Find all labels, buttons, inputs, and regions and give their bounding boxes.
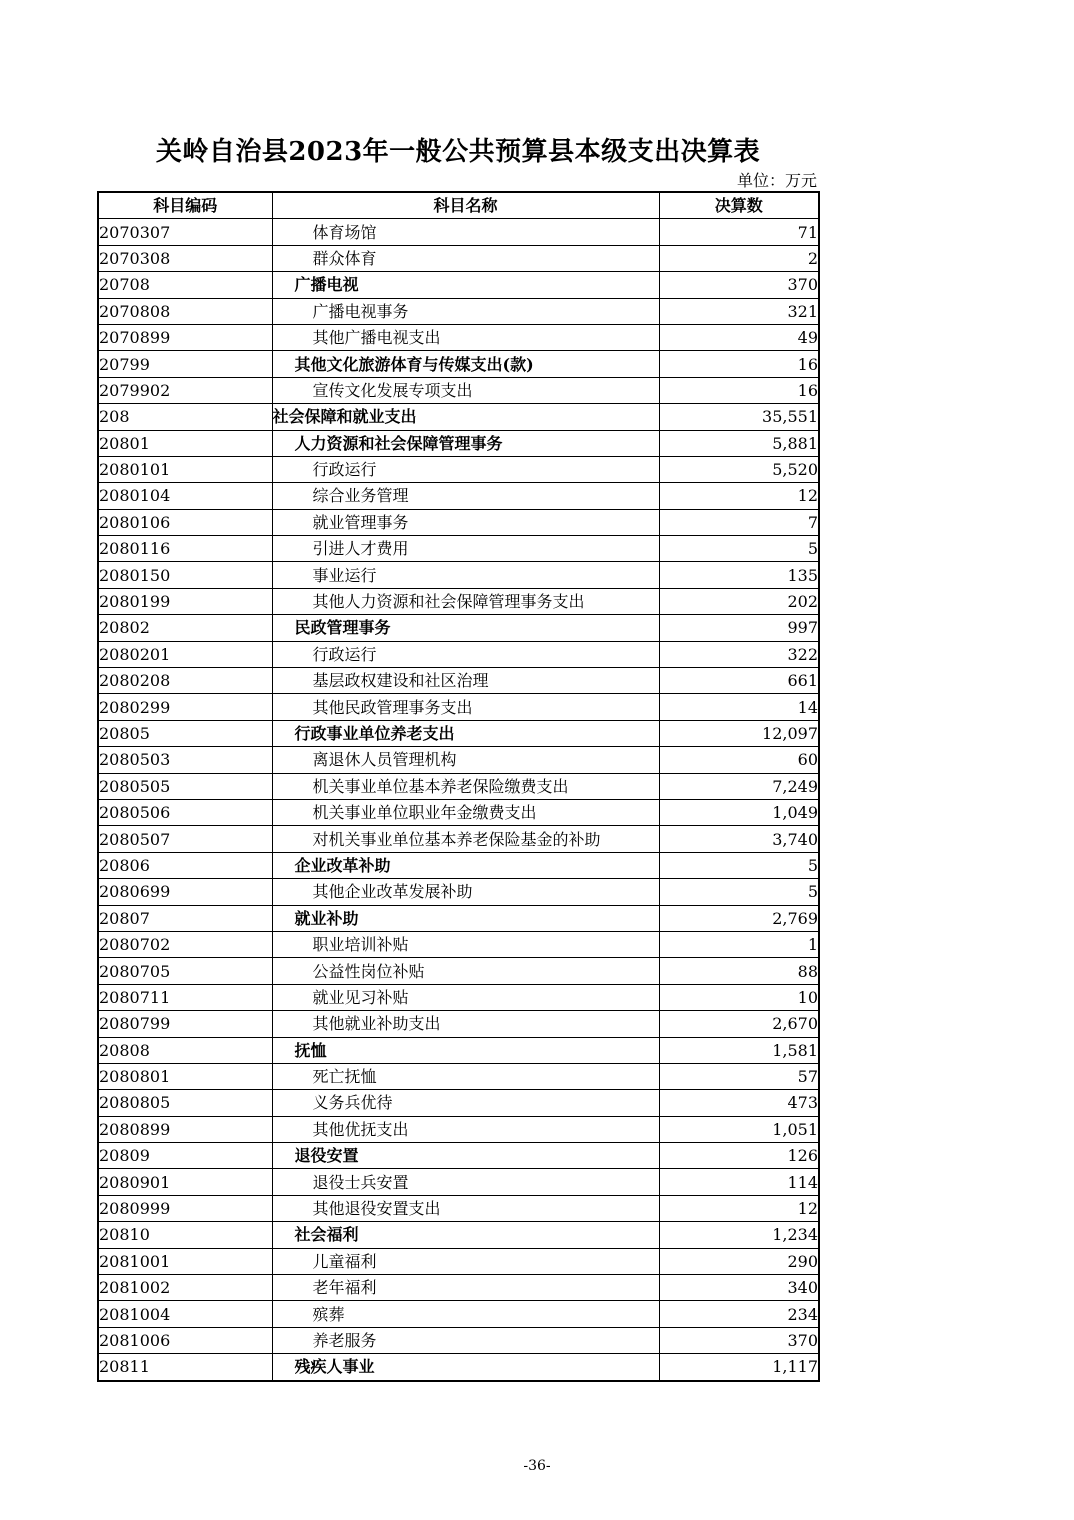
- row-name: 机关事业单位基本养老保险缴费支出: [272, 773, 659, 799]
- row-name: 就业补助: [272, 905, 659, 931]
- row-code: 2080705: [98, 958, 272, 984]
- table-row: [98, 984, 819, 1010]
- row-name: 残疾人事业: [272, 1354, 659, 1381]
- row-code: 20808: [98, 1037, 272, 1063]
- row-name: 离退休人员管理机构: [272, 747, 659, 773]
- row-code: 2070308: [98, 245, 272, 271]
- row-code: 2070899: [98, 324, 272, 350]
- row-value: 135: [659, 562, 819, 588]
- row-name: 职业培训补贴: [272, 931, 659, 957]
- row-code: 2080899: [98, 1116, 272, 1142]
- row-code: 2080506: [98, 799, 272, 825]
- row-code: 2081002: [98, 1275, 272, 1301]
- row-value: 340: [659, 1275, 819, 1301]
- page-title: 关岭自治县2023年一般公共预算县本级支出决算表: [155, 137, 761, 167]
- row-name: 对机关事业单位基本养老保险基金的补助: [272, 826, 659, 852]
- row-name: 行政运行: [272, 456, 659, 482]
- row-value: 321: [659, 298, 819, 324]
- table-row: [98, 483, 819, 509]
- table-row: [98, 747, 819, 773]
- row-code: 20708: [98, 272, 272, 298]
- row-value: 1,581: [659, 1037, 819, 1063]
- row-value: 12: [659, 1195, 819, 1221]
- row-value: 10: [659, 984, 819, 1010]
- table-row: [98, 1327, 819, 1353]
- row-code: 2080106: [98, 509, 272, 535]
- row-code: 20806: [98, 852, 272, 878]
- row-code: 208: [98, 404, 272, 430]
- row-code: 2081004: [98, 1301, 272, 1327]
- row-name: 其他退役安置支出: [272, 1195, 659, 1221]
- row-code: 2080901: [98, 1169, 272, 1195]
- table-row: [98, 958, 819, 984]
- table-row: [98, 456, 819, 482]
- row-name: 养老服务: [272, 1327, 659, 1353]
- table-row: [98, 1011, 819, 1037]
- row-value: 473: [659, 1090, 819, 1116]
- table-row: [98, 1248, 819, 1274]
- row-code: 2080711: [98, 984, 272, 1010]
- row-value: 88: [659, 958, 819, 984]
- row-value: 60: [659, 747, 819, 773]
- row-name: 老年福利: [272, 1275, 659, 1301]
- row-code: 2080505: [98, 773, 272, 799]
- row-code: 2080299: [98, 694, 272, 720]
- row-name: 体育场馆: [272, 219, 659, 245]
- row-code: 20811: [98, 1354, 272, 1381]
- table-row: [98, 773, 819, 799]
- table-row: [98, 1037, 819, 1063]
- row-name: 广播电视事务: [272, 298, 659, 324]
- row-value: 16: [659, 377, 819, 403]
- row-code: 20810: [98, 1222, 272, 1248]
- row-name: 广播电视: [272, 272, 659, 298]
- row-name: 死亡抚恤: [272, 1063, 659, 1089]
- row-value: 7: [659, 509, 819, 535]
- unit-label: 单位：万元: [736, 171, 817, 190]
- row-name: 机关事业单位职业年金缴费支出: [272, 799, 659, 825]
- row-value: 997: [659, 615, 819, 641]
- table-row: [98, 931, 819, 957]
- row-code: 2080799: [98, 1011, 272, 1037]
- row-code: 2080503: [98, 747, 272, 773]
- table-row: [98, 219, 819, 245]
- row-name: 就业管理事务: [272, 509, 659, 535]
- row-value: 661: [659, 668, 819, 694]
- row-name: 社会福利: [272, 1222, 659, 1248]
- row-name: 事业运行: [272, 562, 659, 588]
- row-name: 人力资源和社会保障管理事务: [272, 430, 659, 456]
- row-code: 2081001: [98, 1248, 272, 1274]
- table-row: [98, 1222, 819, 1248]
- row-code: 2081006: [98, 1327, 272, 1353]
- table-row: [98, 1354, 819, 1381]
- row-value: 71: [659, 219, 819, 245]
- table-row: [98, 1195, 819, 1221]
- table-row: [98, 1275, 819, 1301]
- page-number: -36-: [523, 1458, 551, 1474]
- table-row: [98, 245, 819, 271]
- table-row: [98, 826, 819, 852]
- row-name: 综合业务管理: [272, 483, 659, 509]
- row-value: 49: [659, 324, 819, 350]
- row-value: 16: [659, 351, 819, 377]
- table-row: [98, 1301, 819, 1327]
- header-code: 科目编码: [98, 192, 272, 219]
- table-row: [98, 720, 819, 746]
- table-row: [98, 404, 819, 430]
- row-code: 20799: [98, 351, 272, 377]
- row-name: 其他就业补助支出: [272, 1011, 659, 1037]
- row-code: 2080150: [98, 562, 272, 588]
- row-value: 12,097: [659, 720, 819, 746]
- row-name: 公益性岗位补贴: [272, 958, 659, 984]
- row-code: 20801: [98, 430, 272, 456]
- row-name: 其他民政管理事务支出: [272, 694, 659, 720]
- table-row: [98, 852, 819, 878]
- row-value: 14: [659, 694, 819, 720]
- row-code: 2080801: [98, 1063, 272, 1089]
- row-value: 5,881: [659, 430, 819, 456]
- row-name: 企业改革补助: [272, 852, 659, 878]
- row-name: 退役安置: [272, 1143, 659, 1169]
- row-value: 5: [659, 852, 819, 878]
- row-code: 20802: [98, 615, 272, 641]
- row-name: 基层政权建设和社区治理: [272, 668, 659, 694]
- row-code: 2080116: [98, 536, 272, 562]
- row-value: 7,249: [659, 773, 819, 799]
- row-name: 其他广播电视支出: [272, 324, 659, 350]
- row-code: 2070307: [98, 219, 272, 245]
- budget-table: [97, 191, 820, 1382]
- row-code: 2079902: [98, 377, 272, 403]
- row-value: 2,769: [659, 905, 819, 931]
- table-row: [98, 879, 819, 905]
- row-name: 其他人力资源和社会保障管理事务支出: [272, 588, 659, 614]
- row-name: 群众体育: [272, 245, 659, 271]
- row-value: 12: [659, 483, 819, 509]
- row-name: 行政事业单位养老支出: [272, 720, 659, 746]
- table-row: [98, 694, 819, 720]
- row-value: 370: [659, 1327, 819, 1353]
- row-value: 2: [659, 245, 819, 271]
- row-name: 社会保障和就业支出: [272, 404, 659, 430]
- table-row: [98, 1143, 819, 1169]
- row-value: 126: [659, 1143, 819, 1169]
- row-name: 抚恤: [272, 1037, 659, 1063]
- row-code: 2080101: [98, 456, 272, 482]
- table-row: [98, 1169, 819, 1195]
- row-value: 5: [659, 879, 819, 905]
- row-name: 就业见习补贴: [272, 984, 659, 1010]
- table-row: [98, 1116, 819, 1142]
- row-code: 2080104: [98, 483, 272, 509]
- table-row: [98, 905, 819, 931]
- table-row: [98, 272, 819, 298]
- table-row: [98, 298, 819, 324]
- table-row: [98, 351, 819, 377]
- row-code: 2070808: [98, 298, 272, 324]
- row-value: 322: [659, 641, 819, 667]
- row-name: 民政管理事务: [272, 615, 659, 641]
- row-value: 2,670: [659, 1011, 819, 1037]
- table-row: [98, 668, 819, 694]
- table-row: [98, 1090, 819, 1116]
- row-value: 1,049: [659, 799, 819, 825]
- row-name: 退役士兵安置: [272, 1169, 659, 1195]
- row-value: 370: [659, 272, 819, 298]
- row-value: 202: [659, 588, 819, 614]
- row-code: 2080201: [98, 641, 272, 667]
- row-name: 引进人才费用: [272, 536, 659, 562]
- row-code: 2080507: [98, 826, 272, 852]
- row-value: 1,117: [659, 1354, 819, 1381]
- header-name: 科目名称: [272, 192, 659, 219]
- row-name: 儿童福利: [272, 1248, 659, 1274]
- row-code: 2080208: [98, 668, 272, 694]
- table-row: [98, 615, 819, 641]
- row-code: 20805: [98, 720, 272, 746]
- table-row: [98, 536, 819, 562]
- row-code: 2080199: [98, 588, 272, 614]
- row-value: 1,051: [659, 1116, 819, 1142]
- row-value: 5: [659, 536, 819, 562]
- row-value: 57: [659, 1063, 819, 1089]
- row-name: 其他文化旅游体育与传媒支出(款): [272, 351, 659, 377]
- table-row: [98, 509, 819, 535]
- table-row: [98, 588, 819, 614]
- row-value: 5,520: [659, 456, 819, 482]
- row-code: 20809: [98, 1143, 272, 1169]
- row-code: 2080702: [98, 931, 272, 957]
- row-name: 宣传文化发展专项支出: [272, 377, 659, 403]
- header-value: 决算数: [659, 192, 819, 219]
- row-code: 20807: [98, 905, 272, 931]
- row-value: 234: [659, 1301, 819, 1327]
- row-value: 3,740: [659, 826, 819, 852]
- table-row: [98, 799, 819, 825]
- row-value: 290: [659, 1248, 819, 1274]
- row-code: 2080999: [98, 1195, 272, 1221]
- row-name: 殡葬: [272, 1301, 659, 1327]
- row-name: 行政运行: [272, 641, 659, 667]
- table-header-row: [98, 192, 819, 219]
- table-row: [98, 562, 819, 588]
- table-row: [98, 641, 819, 667]
- row-value: 114: [659, 1169, 819, 1195]
- row-name: 其他优抚支出: [272, 1116, 659, 1142]
- row-value: 35,551: [659, 404, 819, 430]
- table-body: [98, 219, 819, 1381]
- row-name: 其他企业改革发展补助: [272, 879, 659, 905]
- row-name: 义务兵优待: [272, 1090, 659, 1116]
- table-row: [98, 377, 819, 403]
- row-value: 1,234: [659, 1222, 819, 1248]
- table-row: [98, 1063, 819, 1089]
- table-row: [98, 324, 819, 350]
- row-code: 2080805: [98, 1090, 272, 1116]
- table-row: [98, 430, 819, 456]
- row-value: 1: [659, 931, 819, 957]
- row-code: 2080699: [98, 879, 272, 905]
